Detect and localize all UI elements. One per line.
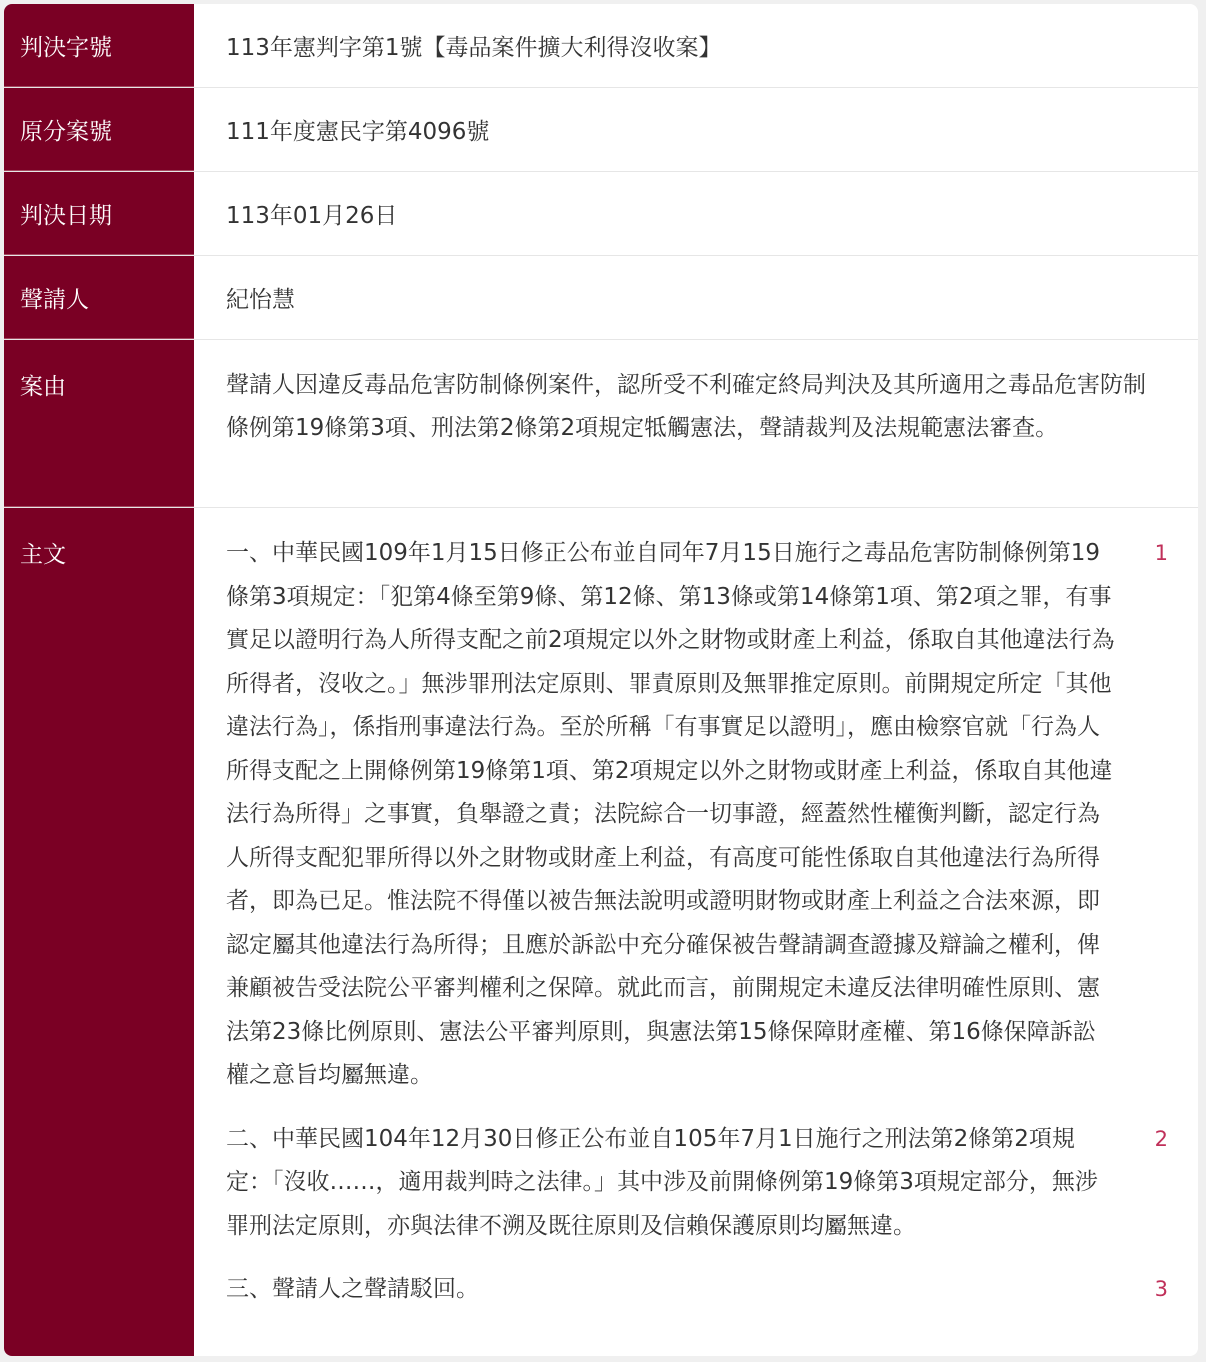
paragraph-text: 三、聲請人之聲請駁回。 (226, 1276, 479, 1302)
row-label: 聲請人 (4, 256, 194, 339)
row-case-reason (4, 340, 1198, 508)
paragraph-number: 1 (1154, 541, 1168, 565)
row-value: 113年憲判字第1號【毒品案件擴大利得沒收案】 (226, 35, 722, 61)
main-paragraph (226, 1268, 1168, 1312)
row-label: 判決日期 (4, 172, 194, 255)
row-value: 紀怡慧 (226, 287, 295, 313)
main-paragraph (226, 1118, 1168, 1249)
paragraph-text: 一、中華民國109年1月15日修正公布並自同年7月15日施行之毒品危害防制條例第19條第3項規定：「犯第4條至第9條、第12條、第13條或第14條第1項、第2項之罪，有事實足以證明行為人所得支配之前2項規定以外之財物或財產上利益，係取自其他違法行為所得者，沒收之。」無涉罪刑法定原則、罪責原則及無罪推定原則。前開規定所定「其他違法行為」，係指刑事違法行為。至於所稱「有事實足以證明」，應由檢察官就「行為人所得支配之上開條例第19條第1項、第2項規定以外之財物或財產上利益，係取自其他違法行為所得」之事實，負舉證之責；法院綜合一切事證，經蓋然性權衡判斷，認定行為人所得支配犯罪所得以外之財物或財產上利益，有高度可能性係取自其他違法行為所得者，即為已足。惟法院不得僅以被告無法說明或證明財物或財產上利益之合法來源，即認定屬其他違法行為所得；且應於訴訟中充分確保被告聲請調查證據及辯論之權利，俾兼顧被告受法院公平審判權利之保障。就此而言，前開規定未違反法律明確性原則、憲法第23條比例原則、憲法公平審判原則，與憲法第15條保障財產權、第16條保障訴訟權之意旨均屬無違。 (226, 540, 1115, 1088)
row-original-case-number (4, 88, 1198, 172)
row-main-text (4, 508, 1198, 1356)
row-petitioner (4, 256, 1198, 340)
paragraph-text: 二、中華民國104年12月30日修正公布並自105年7月1日施行之刑法第2條第2項規定：「沒收……，適用裁判時之法律。」其中涉及前開條例第19條第3項規定部分，無涉罪刑法定原則，亦與法律不溯及既往原則及信賴保護原則均屬無違。 (226, 1125, 1098, 1239)
main-text-body (194, 508, 1198, 1356)
main-paragraph (226, 532, 1168, 1098)
row-label: 原分案號 (4, 88, 194, 171)
paragraph-number: 2 (1154, 1126, 1168, 1151)
row-judgment-date (4, 172, 1198, 256)
judgment-info-card (4, 4, 1198, 1356)
row-label: 案由 (4, 340, 194, 507)
row-value: 111年度憲民字第4096號 (226, 119, 490, 145)
row-value: 113年01月26日 (226, 203, 398, 229)
row-label: 判決字號 (4, 4, 194, 87)
row-judgment-number (4, 4, 1198, 88)
row-label: 主文 (4, 508, 194, 1356)
paragraph-number: 3 (1154, 1277, 1168, 1301)
row-value: 聲請人因違反毒品危害防制條例案件，認所受不利確定終局判決及其所適用之毒品危害防制條例第19條第3項、刑法第2條第2項規定牴觸憲法，聲請裁判及法規範憲法審查。 (226, 372, 1146, 441)
